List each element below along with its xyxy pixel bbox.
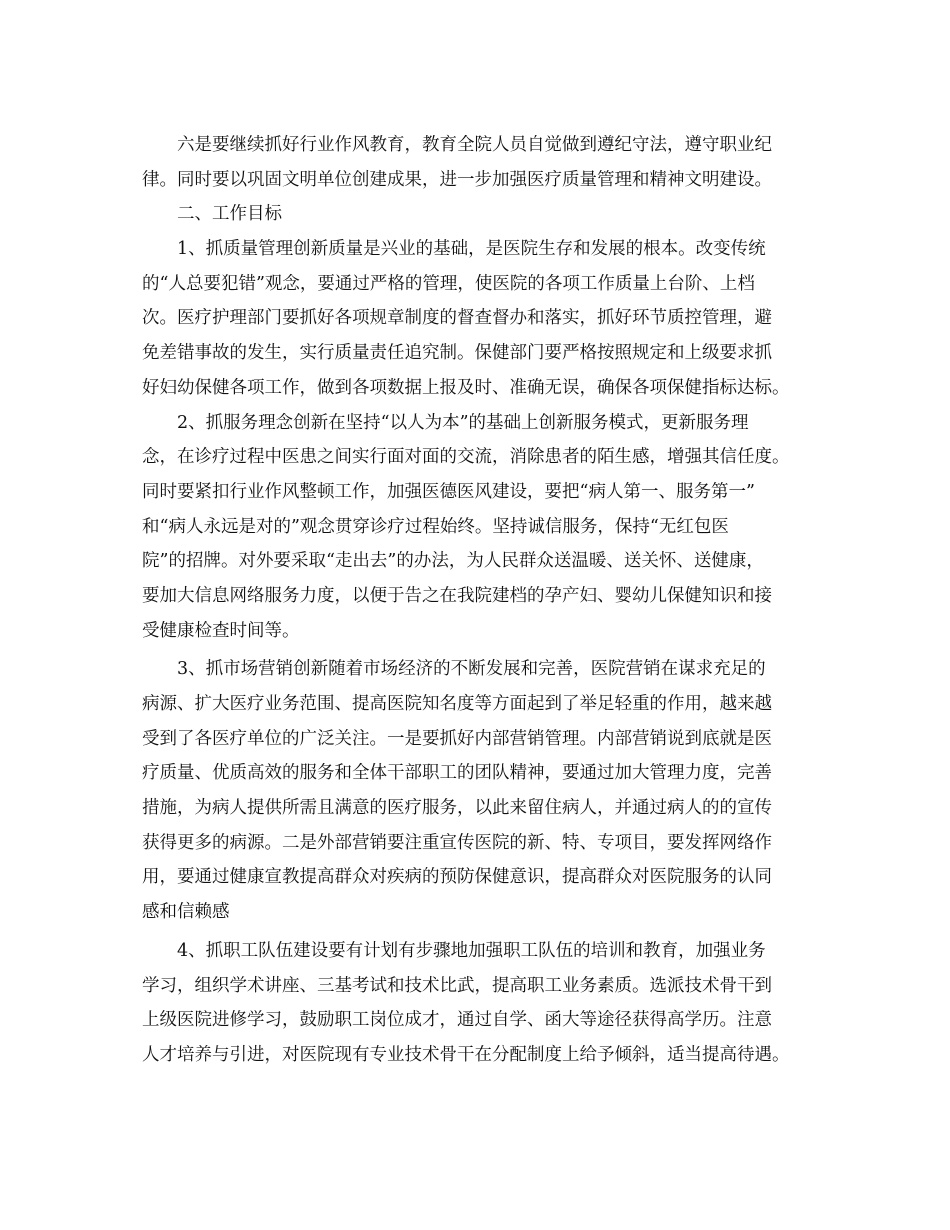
- text-line: 2、抓服务理念创新在坚持“以人为本”的基础上创新服务模式，更新服务理: [177, 412, 749, 433]
- text-line: 学习，组织学术讲座、三基考试和技术比武，提高职工业务素质。选派技术骨干到: [142, 975, 772, 996]
- document-body: [142, 128, 822, 1073]
- section-heading-work-goals: [142, 197, 822, 232]
- paragraph-goal-quality-management: [142, 232, 822, 405]
- text-line: 院”的招牌。对外要采取“走出去”的办法，为人民群众送温暖、送关怀、送健康，: [142, 551, 764, 572]
- text-line: 律。同时要以巩固文明单位创建成果，进一步加强医疗质量管理和精神文明建设。: [142, 169, 772, 190]
- paragraph-goal-service-concept: [142, 406, 822, 649]
- text-line: 同时要紧扣行业作风整顿工作，加强医德医风建设，要把“病人第一、服务第一”: [142, 481, 755, 502]
- text-line: 获得更多的病源。二是外部营销要注重宣传医院的新、特、专项目，要发挥网络作: [142, 832, 772, 853]
- text-line: 免差错事故的发生，实行质量责任追究制。保健部门要严格按照规定和上级要求抓: [142, 343, 772, 364]
- paragraph-goal-market-marketing: [142, 652, 822, 930]
- text-line: 疗质量、优质高效的服务和全体干部职工的团队精神，要通过加大管理力度，完善: [142, 763, 772, 784]
- text-line: 六是要继续抓好行业作风教育，教育全院人员自觉做到遵纪守法，遵守职业纪: [177, 135, 772, 155]
- text-line: 人才培养与引进，对医院现有专业技术骨干在分配制度上给予倾斜，适当提高待遇。: [142, 1044, 790, 1065]
- text-line: 1、抓质量管理创新质量是兴业的基础，是医院生存和发展的根本。改变传统: [177, 239, 766, 260]
- text-line: 的“人总要犯错”观念，要通过严格的管理，使医院的各项工作质量上台阶、上档: [142, 273, 755, 294]
- text-line: 病源、扩大医疗业务范围、提高医院知名度等方面起到了举足轻重的作用，越来越: [142, 694, 772, 714]
- paragraph-goal-staff-team: [142, 934, 822, 1073]
- text-line: 次。医疗护理部门要抓好各项规章制度的督查督办和落实，抓好环节质控管理，避: [142, 308, 772, 329]
- text-line: 要加大信息网络服务力度，以便于告之在我院建档的孕产妇、婴幼儿保健知识和接: [142, 585, 772, 606]
- text-line: 受健康检查时间等。: [142, 620, 300, 641]
- text-line: 措施，为病人提供所需且满意的医疗服务，以此来留住病人，并通过病人的的宣传: [142, 798, 772, 819]
- text-line: 上级医院进修学习，鼓励职工岗位成才，通过自学、函大等途径获得高学历。注意: [142, 1010, 772, 1031]
- paragraph-six-industry-style: [142, 128, 822, 197]
- section-heading: 二、工作目标: [177, 204, 282, 225]
- text-line: 4、抓职工队伍建设要有计划有步骤地加强职工队伍的培训和教育，加强业务: [177, 940, 766, 961]
- text-line: 感和信赖感: [142, 902, 230, 923]
- text-line: 念，在诊疗过程中医患之间实行面对面的交流，消除患者的陌生感，增强其信任度。: [142, 447, 790, 468]
- text-line: 用，要通过健康宣教提高群众对疾病的预防保健意识，提高群众对医院服务的认同: [142, 867, 772, 888]
- text-line: 3、抓市场营销创新随着市场经济的不断发展和完善，医院营销在谋求充足的: [177, 659, 766, 680]
- text-line: 受到了各医疗单位的广泛关注。一是要抓好内部营销管理。内部营销说到底就是医: [142, 728, 772, 749]
- text-line: 好妇幼保健各项工作，做到各项数据上报及时、准确无误，确保各项保健指标达标。: [142, 377, 790, 398]
- text-line: 和“病人永远是对的”观念贯穿诊疗过程始终。坚持诚信服务，保持“无红包医: [142, 516, 729, 537]
